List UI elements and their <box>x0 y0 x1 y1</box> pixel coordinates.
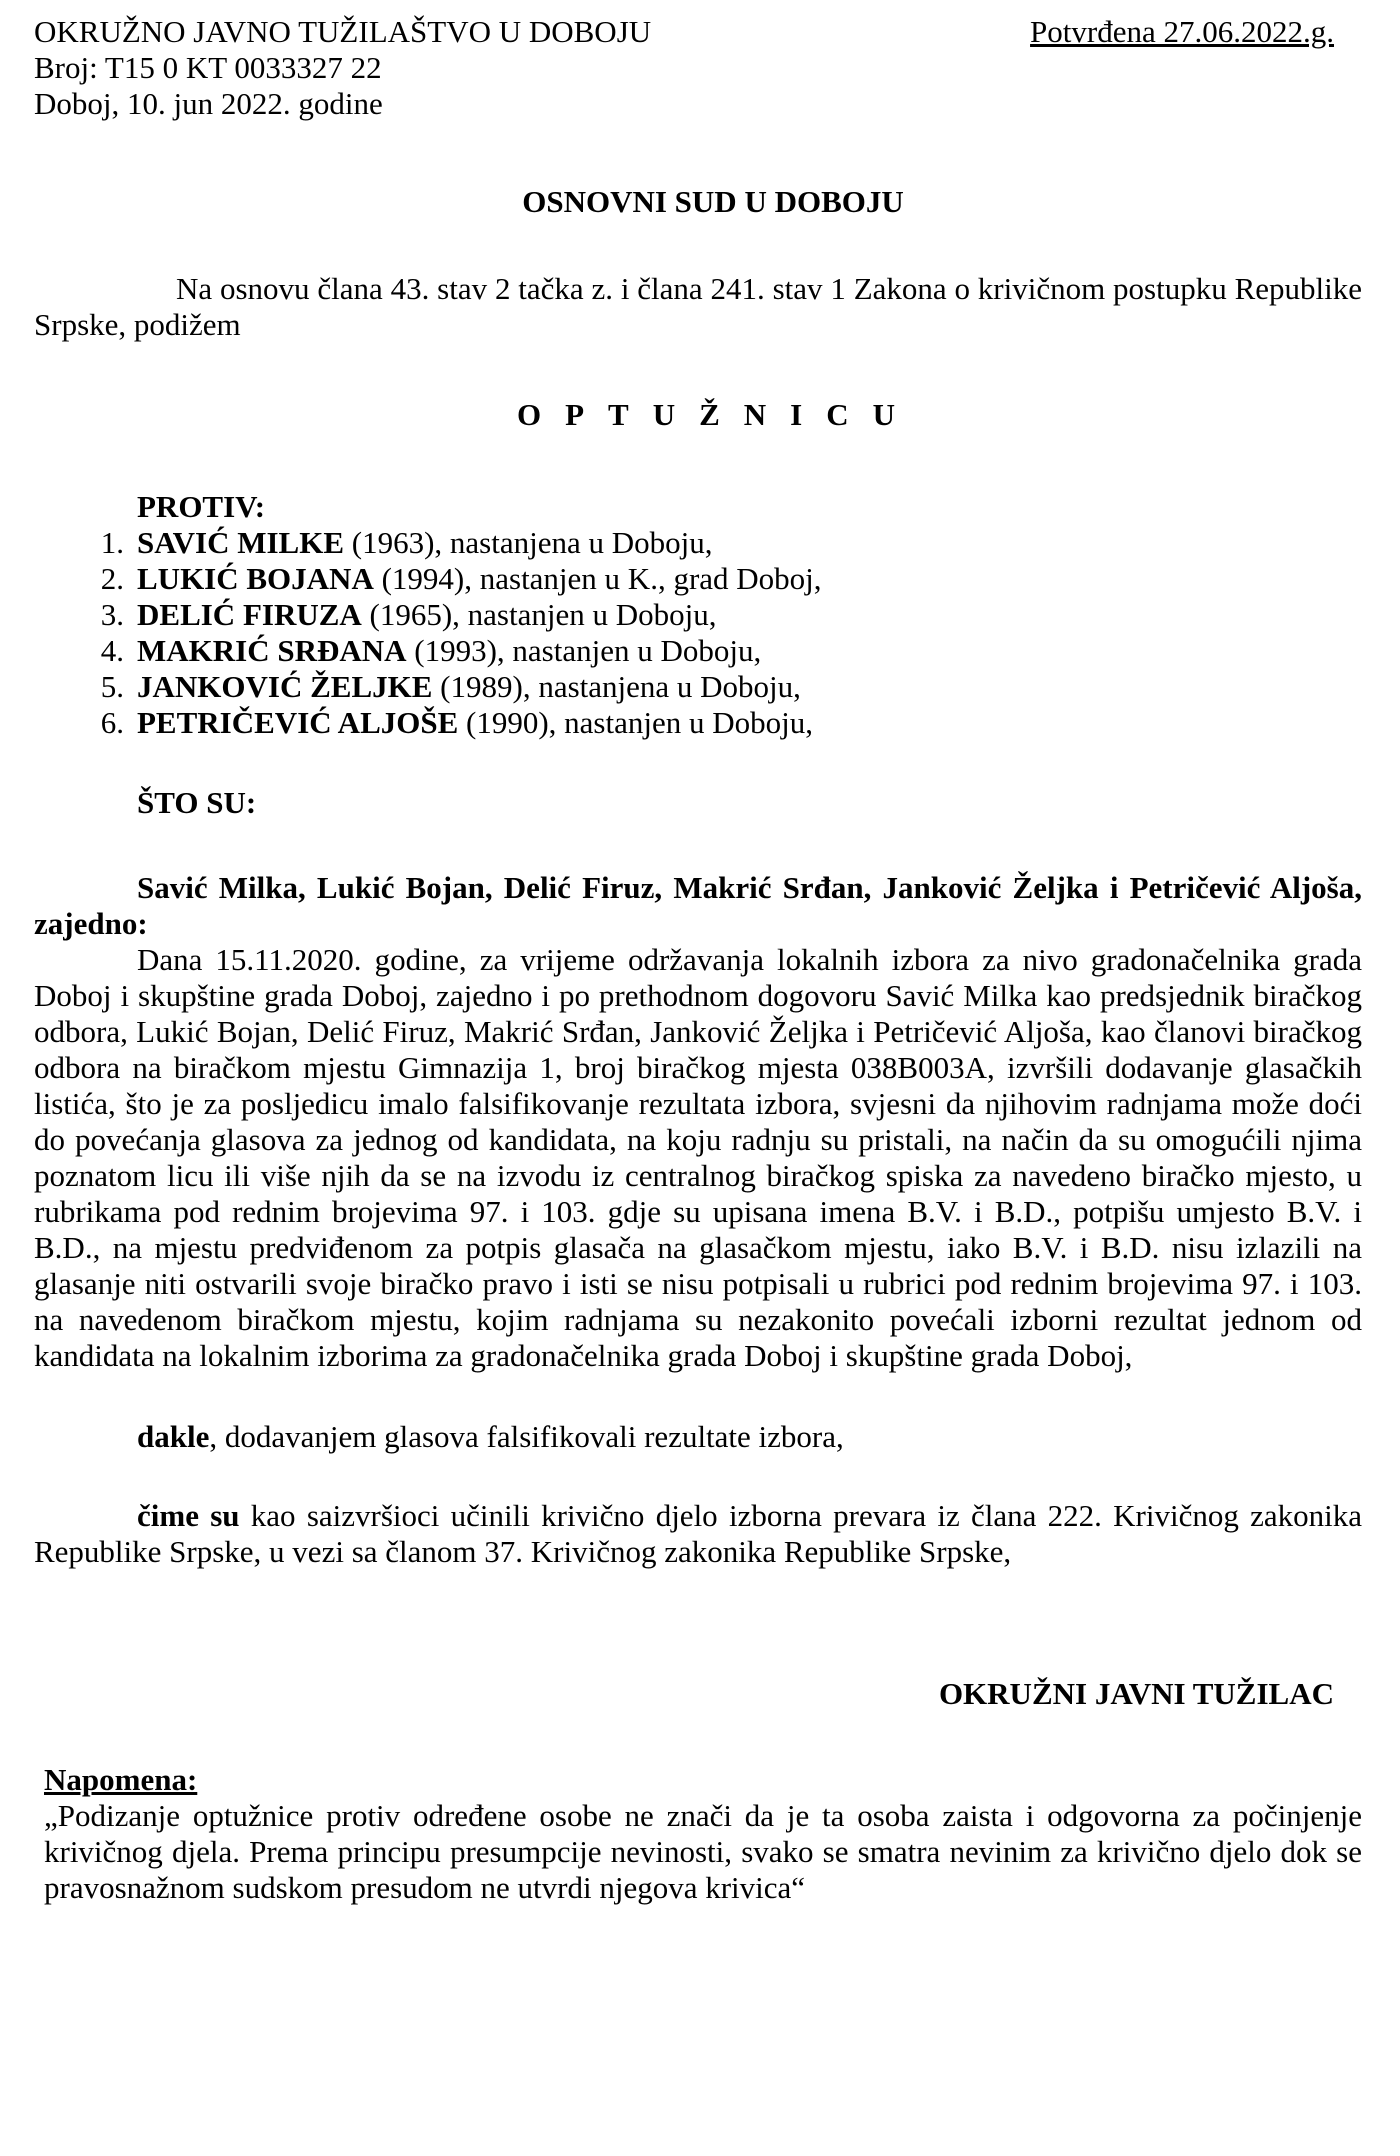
court-name: OSNOVNI SUD U DOBOJU <box>522 184 904 219</box>
defendant-number: 4. <box>100 633 124 668</box>
defendant-name: SAVIĆ MILKE <box>137 525 345 560</box>
defendant-number: 6. <box>100 705 124 740</box>
confirmation-note: Potvrđena 27.06.2022.g. <box>1030 14 1334 49</box>
office-name: OKRUŽNO JAVNO TUŽILAŠTVO U DOBOJU <box>34 14 652 49</box>
defendant-details: (1994), nastanjen u K., grad Doboj, <box>373 561 822 596</box>
accused-names: Savić Milka, Lukić Bojan, Delić Firuz, Makrić Srđan, Janković Željka i Petričević Aljoša, zajedno: <box>34 870 1362 941</box>
defendant-details: (1965), nastanjen u Doboju, <box>361 597 717 632</box>
defendant-name: LUKIĆ BOJANA <box>137 561 374 596</box>
defendant-details: (1993), nastanjen u Doboju, <box>406 633 762 668</box>
list-item <box>34 633 1362 669</box>
defendant-details: (1963), nastanjena u Doboju, <box>344 525 713 560</box>
case-number: Broj: T15 0 KT 0033327 22 <box>34 50 382 85</box>
note-label: Napomena: <box>44 1762 198 1797</box>
conclusion-keyword: dakle <box>137 1419 210 1454</box>
list-item <box>34 669 1362 705</box>
list-item <box>34 525 1362 561</box>
list-item <box>34 597 1362 633</box>
defendant-details: (1990), nastanjen u Doboju, <box>458 705 813 740</box>
defendants-list <box>34 525 1362 741</box>
list-item <box>34 561 1362 597</box>
charge-description: Dana 15.11.2020. godine, za vrijeme održavanja lokalnih izbora za nivo gradonačelnika grada Doboj i skupštine grada Doboj, zajedno i po prethodnom dogovoru Savić Milka kao predsjednik biračkog odbora, Lukić Bojan, Delić Firuz, Makrić Srđan, Janković Željka i Petričević Aljoša, kao članovi biračkog odbora na biračkom mjestu Gimnazija 1, broj biračkog mjesta 038B003A, izvršili dodavanje glasačkih listića, što je za posljedicu imalo falsifikovanje rezultata izbora, svjesni da njihovim radnjama može doći do povećanja glasova za jednog od kandidata, na koju radnju su pristali, na način da su omogućili njima poznatom licu ili više njih da se na izvodu iz centralnog biračkog spiska za navedeno biračko mjesto, u rubrikama pod rednim brojevima 97. i 103. gdje su upisana imena B.V. i B.D., potpišu umjesto B.V. i B.D., na mjestu predviđenom za potpis glasača na glasačkom mjestu, iako B.V. i B.D. nisu izlazili na glasanje niti ostvarili svoje biračko pravo i isti se nisu potpisali u rubrici pod rednim brojevima 97. i 103. na navedenom biračkom mjestu, kojim radnjama su nezakonito povećali izborni rezultat jednom od kandidata na lokalnim izborima za gradonačelnika grada Doboj i skupštine grada Doboj, <box>34 942 1362 1373</box>
document-header <box>34 14 1362 122</box>
conclusion-paragraph <box>34 1419 1362 1455</box>
offense-keyword: čime su <box>137 1498 240 1533</box>
conclusion-text: , dodavanjem glasova falsifikovali rezultate izbora, <box>209 1419 844 1454</box>
defendant-name: MAKRIĆ SRĐANA <box>137 633 407 668</box>
offense-paragraph <box>34 1498 1362 1570</box>
defendant-number: 3. <box>100 597 124 632</box>
intro-paragraph: Na osnovu člana 43. stav 2 tačka z. i člana 241. stav 1 Zakona o krivičnom postupku Republike Srpske, podižem <box>34 271 1362 342</box>
offense-text: kao saizvršioci učinili krivično djelo izborna prevara iz člana 222. Krivičnog zakonika Republike Srpske, u vezi sa članom 37. Krivičnog zakonika Republike Srpske, <box>34 1498 1362 1569</box>
note-text: „Podizanje optužnice protiv određene osobe ne znači da je ta osoba zaista i odgovorna za počinjenje krivičnog djela. Prema principu presumpcije nevinosti, svako se smatra nevinim za krivično djelo dok se pravosnažnom sudskom presudom ne utvrdi njegova krivica“ <box>44 1798 1362 1905</box>
document-title: OPTUŽNICU <box>516 397 919 432</box>
defendant-number: 5. <box>100 669 124 704</box>
prosecutor-signature: OKRUŽNI JAVNI TUŽILAC <box>938 1676 1334 1711</box>
charges-label: ŠTO SU: <box>137 785 257 820</box>
defendant-number: 1. <box>100 525 124 560</box>
defendant-name: PETRIČEVIĆ ALJOŠE <box>137 705 459 740</box>
list-item <box>34 705 1362 741</box>
defendant-name: DELIĆ FIRUZA <box>137 597 362 632</box>
defendant-details: (1989), nastanjena u Doboju, <box>432 669 801 704</box>
defendant-name: JANKOVIĆ ŽELJKE <box>137 669 433 704</box>
place-date: Doboj, 10. jun 2022. godine <box>34 86 383 121</box>
defendant-number: 2. <box>100 561 124 596</box>
against-label: PROTIV: <box>137 489 266 524</box>
